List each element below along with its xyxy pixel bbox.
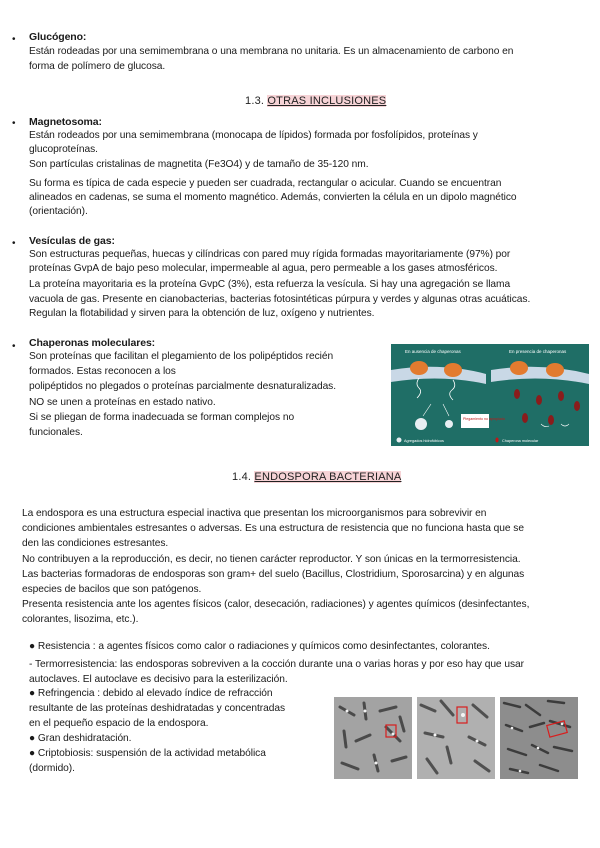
section-title: OTRAS INCLUSIONES: [267, 95, 387, 107]
legend-chaperone-icon: [495, 438, 498, 443]
figure-label-left: En ausencia de chaperonas: [405, 349, 461, 354]
line: polipéptidos no plegados o proteínas parcialmente desnaturalizadas.: [29, 381, 337, 393]
chaperone-icon: [514, 389, 520, 399]
aggregate-icon: [415, 418, 427, 430]
line: formados. Estas reconocen a los: [29, 366, 176, 378]
line: Regulan la flotabilidad y sirven para la obtención de luz, oxígeno y nutrientes.: [29, 307, 375, 319]
legend-chaperone-label: Chaperona molecular: [502, 439, 539, 443]
text-chaperonas: [29, 350, 384, 440]
line: funcionales.: [29, 427, 83, 439]
line: (orientación).: [29, 206, 88, 218]
line: proteínas GvpA de bajo peso molecular, impermeable al agua, pero permeable a los gases atmosféricos.: [29, 263, 498, 275]
line: glucoproteínas.: [29, 144, 98, 156]
bullet-chaperonas: •: [12, 341, 16, 352]
text-endospora: [22, 507, 588, 628]
callout-label: Plegamiento no apropiado: [463, 417, 505, 421]
text-termorresistencia-2: autoclaves. El autoclave es decisivo para la esterilización.: [29, 674, 288, 685]
text-deshidratacion: ● Gran deshidratación.: [29, 733, 132, 744]
ribosome-icon: [510, 361, 528, 375]
text-resistencia: ● Resistencia : a agentes físicos como calor o radiaciones y químicos como desinfectantes, colorantes.: [29, 641, 490, 652]
text-criptobiosis-1: ● Criptobiosis: suspensión de la actividad metabólica: [29, 748, 266, 759]
chaperone-icon: [522, 413, 528, 423]
line: Son partículas cristalinas de magnetita (Fe3O4) y de tamaño de 35-120 nm.: [29, 159, 369, 171]
section-number: 1.3.: [245, 95, 265, 107]
bullet-vesiculas: •: [12, 238, 16, 249]
chaperone-icon: [558, 391, 564, 401]
heading-magnetosoma: Magnetosoma:: [29, 116, 102, 128]
figure-label-right: En presencia de chaperonas: [509, 349, 567, 354]
line: Son proteínas que facilitan el plegamiento de los polipéptidos recién: [29, 351, 334, 362]
line: NO se unen a proteínas en estado nativo.: [29, 396, 216, 408]
line: La endospora es una estructura especial inactiva que presentan los microorganismos para sobrevivir en: [22, 508, 487, 519]
heading-glucogeno: Glucógeno:: [29, 31, 87, 43]
text-refringencia: [29, 687, 329, 732]
line: Su forma es típica de cada especie y pueden ser cuadrada, rectangular o acicular. Cuando se encuentran: [29, 177, 502, 189]
section-heading-1-3: [245, 94, 386, 108]
line: Si se pliegan de forma inadecuada se forman complejos no: [29, 411, 295, 423]
micrograph-1: [334, 697, 412, 779]
legend-aggregate-label: Agregados hidrofóbicos: [404, 439, 444, 443]
aggregate-icon: [445, 420, 453, 428]
line: alineados en cadenas, se suma el momento magnético. Además, convierten la célula en un dipolo magnético: [29, 191, 517, 203]
text-magnetosoma: [29, 129, 587, 219]
text-glucogeno-2: forma de polímero de glucosa.: [29, 61, 166, 72]
line: den las condiciones estresantes.: [22, 538, 169, 550]
micrograph-3: [500, 697, 578, 779]
line: No contribuyen a la reproducción, es decir, no tienen carácter reproductor. Y son únicas en la termorresistencia.: [22, 553, 521, 565]
section-heading-1-4: [232, 470, 401, 484]
heading-vesiculas: Vesículas de gas:: [29, 235, 115, 247]
ribosome-icon: [410, 361, 428, 375]
text-glucogeno-1: Están rodeadas por una semimembrana o una membrana no unitaria. Es un almacenamiento de carbono en: [29, 46, 514, 57]
text-vesiculas: [29, 248, 589, 321]
ribosome-icon: [546, 363, 564, 377]
line: condiciones ambientales estresantes o adversas. Es una estructura de resistencia que no funciona hasta que se: [22, 523, 524, 535]
line: colorantes, lisozima, etc.).: [22, 614, 139, 626]
line: especies de bacilos que son patógenos.: [22, 584, 202, 596]
section-number: 1.4.: [232, 471, 252, 483]
line: Están rodeados por una semimembrana (monocapa de lípidos) formada por fosfolípidos, proteínas y: [29, 130, 478, 141]
line: Las bacterias formadoras de endosporas son gram+ del suelo (Bacillus, Clostridium, Sporosarcina) y en algunas: [22, 568, 525, 580]
chaperone-icon: [574, 401, 580, 411]
bullet-glucogeno: •: [12, 34, 16, 45]
legend-aggregate-icon: [397, 438, 402, 443]
ribosome-icon: [444, 363, 462, 377]
chaperone-figure: [391, 344, 589, 446]
line: La proteína mayoritaria es la proteína GvpC (3%), esta refuerza la vesícula. Si hay una agregación se llama: [29, 279, 511, 291]
micrograph-2: [417, 697, 495, 779]
line: Son estructuras pequeñas, huecas y cilíndricas con pared muy rígida formadas mayoritariamente (97%) por: [29, 249, 511, 260]
section-title: ENDOSPORA BACTERIANA: [254, 471, 402, 483]
chaperone-icon: [536, 395, 542, 405]
text-criptobiosis-2: (dormido).: [29, 763, 75, 774]
heading-chaperonas: Chaperonas moleculares:: [29, 337, 156, 349]
chaperone-icon: [548, 415, 554, 425]
text-termorresistencia-1: - Termorresistencia: las endosporas sobreviven a la cocción durante una o varias horas y por eso hay que usar: [29, 659, 524, 670]
line: ● Refringencia : debido al elevado índice de refracción: [29, 688, 273, 699]
bullet-magnetosoma: •: [12, 118, 16, 129]
line: Presenta resistencia ante los agentes físicos (calor, desecación, radiaciones) y agentes químicos (desinfectantes,: [22, 599, 530, 611]
line: vacuola de gas. Presente en cianobacterias, bacterias fotosintéticas púrpura y verdes y algunas otras acuáticas.: [29, 293, 531, 305]
line: resultante de las proteínas deshidratadas y concentradas: [29, 703, 286, 715]
line: en el pequeño espacio de la endospora.: [29, 718, 209, 730]
